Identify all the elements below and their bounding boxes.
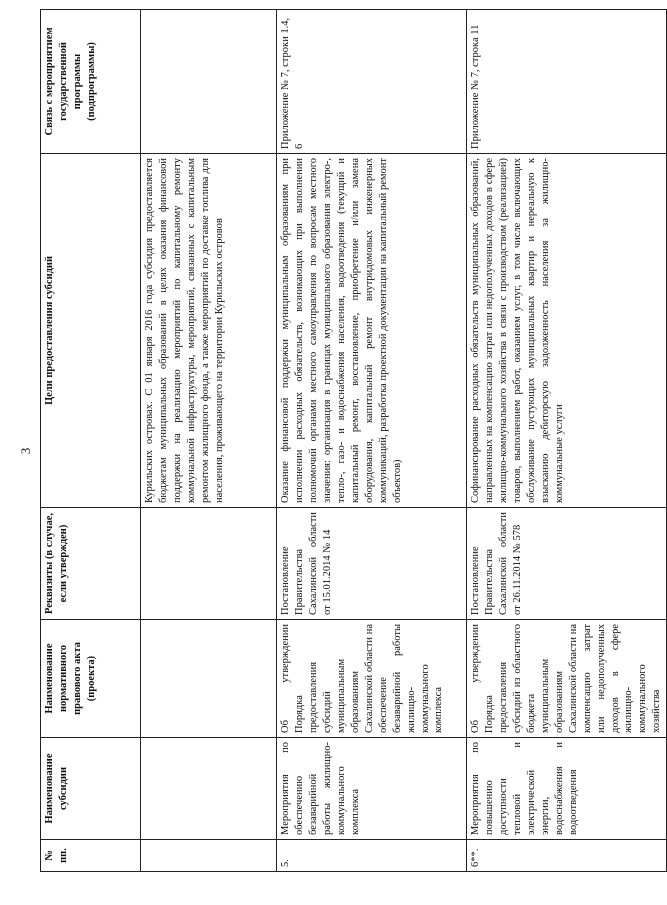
- header-goals: Цели предоставления субсидий: [41, 154, 141, 508]
- cell-requisites: [141, 508, 277, 620]
- table-row: [467, 10, 667, 872]
- table-header-row: [41, 10, 141, 872]
- cell-link: [141, 10, 277, 154]
- header-requisites: Реквизиты (в случае, если утвержден): [41, 508, 141, 620]
- cell-num: [141, 840, 277, 872]
- cell-act: Об утверждении Порядка предоставления субсидий из областного бюджета муниципальным образованиям Сахалинской области на компенсацию затрат или недополученных доходов в сфере жилищно-коммунального хозяйства: [467, 620, 667, 738]
- page-number: 3: [18, 447, 33, 455]
- cell-num: 5.: [277, 840, 467, 872]
- header-num: № пп.: [41, 840, 141, 872]
- cell-act: Об утверждении Порядка предоставления субсидий муниципальным образованиям Сахалинской области на обеспечение безаварийной работы жилищно-коммунального комплекса: [277, 620, 467, 738]
- cell-name: Мероприятия по повышению доступности тепловой и электрической энергии, водоснабжения и водоотведения: [467, 738, 667, 840]
- cell-act: [141, 620, 277, 738]
- header-name: Наименование субсидии: [41, 738, 141, 840]
- table-row: [141, 10, 277, 872]
- cell-num: 6**.: [467, 840, 667, 872]
- cell-link: Приложение № 7, строки 1.4, 6: [277, 10, 467, 154]
- rotated-table-container: [40, 10, 663, 872]
- cell-goals: Софинансирование расходных обязательств муниципальных образований, направленных на компенсацию затрат или недополученных доходов в сфере жилищно-коммунального хозяйства в связи с производством (реализацией) товаров, выполнением работ, оказанием услуг, в том числе включающих обслуживание пустующих муниципальных квартир и нереальную к взысканию дебиторскую задолженность населения за жилищно-коммунальные услуги: [467, 154, 667, 508]
- header-act: Наименование нормативного правового акта (проекта): [41, 620, 141, 738]
- header-link: Связь с мероприятием государственной программы (подпрограммы): [41, 10, 141, 154]
- cell-goals: Оказание финансовой поддержки муниципальным образованиям при исполнении расходных обязательств, возникающих при выполнении полномочий органами местного самоуправления по вопросам местного значения: организация в границах муниципального образования электро-, тепло-, газо- и водоснабжения населения, водоотведения (текущий и капитальный ремонт, восстановление, приобретение и/или замена оборудования, капитальный ремонт внутридомовых инженерных коммуникаций, разработка проектной документации на капитальный ремонт объектов): [277, 154, 467, 508]
- cell-name: Мероприятия по обеспечению безаварийной работы жилищно-коммунального комплекса: [277, 738, 467, 840]
- cell-requisites: Постановление Правительства Сахалинской области от 15.01.2014 № 14: [277, 508, 467, 620]
- subsidies-table: [40, 9, 667, 872]
- cell-goals: Курильских островах. С 01 января 2016 года субсидия предоставляется бюджетам муниципальных образований в целях оказания финансовой поддержки на реализацию мероприятий по капитальному ремонту коммунальной инфраструктуры, мероприятий, связанных с капитальным ремонтом жилищного фонда, а также мероприятий по доставке топлива для населения, проживающего на территории Курильских островов: [141, 154, 277, 508]
- cell-name: [141, 738, 277, 840]
- table-row: [277, 10, 467, 872]
- cell-requisites: Постановление Правительства Сахалинской области от 26.11.2014 № 578: [467, 508, 667, 620]
- cell-link: Приложение № 7, строка 11: [467, 10, 667, 154]
